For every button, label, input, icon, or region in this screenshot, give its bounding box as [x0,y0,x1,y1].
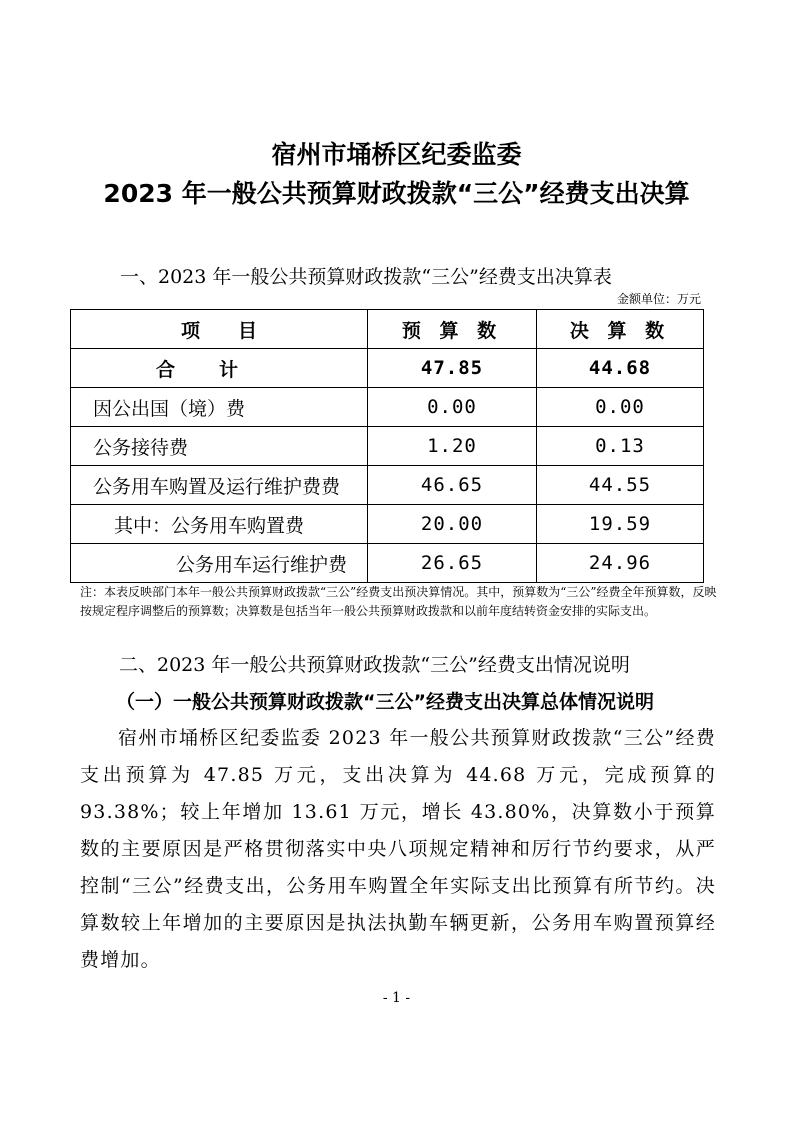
expense-table [70,309,704,583]
row-budget: 26.65 [368,544,537,583]
table-header-row [71,310,704,349]
body-paragraph: 宿州市埇桥区纪委监委 2023 年一般公共预算财政拨款“三公”经费支出预算为 47.85 万元，支出决算为 44.68 万元，完成预算的 93.38%；较上年增加 13.61 万元，增长 43.80%，决算数小于预算数的主要原因是严格贯彻落实中央八项规定精神和厉行节约要求，从严控制“三公”经费支出，公务用车购置全年实际支出比预算有所节约。决算数较上年增加的主要原因是执法执勤车辆更新，公务用车购置预算经费增加。 [80,727,716,971]
table-row [71,544,704,583]
total-budget: 47.85 [368,349,537,388]
header-item: 项 目 [71,310,368,349]
row-final: 44.55 [537,466,704,505]
table-row [71,388,704,427]
row-budget: 0.00 [368,388,537,427]
row-label: 公务用车运行维护费 [71,544,368,583]
header-final: 决 算 数 [537,310,704,349]
row-final: 19.59 [537,505,704,544]
section-heading-2: 二、2023 年一般公共预算财政拨款“三公”经费支出情况说明 [119,654,630,676]
section-heading: 一、2023 年一般公共预算财政拨款“三公”经费支出决算表 [120,266,612,288]
row-final: 0.13 [537,427,704,466]
page-number: - 1 - [382,990,411,1006]
total-label: 合计 [71,349,368,388]
table-row [71,466,704,505]
row-budget: 46.65 [368,466,537,505]
row-label: 公务接待费 [71,427,368,466]
table-note: 注：本表反映部门本年一般公共预算财政拨款“三公”经费支出预决算情况。其中，预算数为“三公”经费全年预算数，反映按规定程序调整后的预算数；决算数是包括当年一般公共预算财政拨款和以前年度结转资金安排的实际支出。 [80,585,717,618]
row-budget: 20.00 [368,505,537,544]
row-final: 0.00 [537,388,704,427]
row-final: 24.96 [537,544,704,583]
row-label: 因公出国（境）费 [71,388,368,427]
row-budget: 1.20 [368,427,537,466]
unit-label: 金额单位：万元 [616,292,701,306]
total-final: 44.68 [537,349,704,388]
row-label: 其中：公务用车购置费 [71,505,368,544]
subsection-heading: （一）一般公共预算财政拨款“三公”经费支出决算总体情况说明 [116,691,654,713]
document-subtitle: 2023 年一般公共预算财政拨款“三公”经费支出决算 [103,179,690,208]
row-label: 公务用车购置及运行维护费费 [71,466,368,505]
document-title: 宿州市埇桥区纪委监委 [271,140,522,169]
table-row [71,505,704,544]
header-budget: 预 算 数 [368,310,537,349]
table-row [71,427,704,466]
table-total-row [71,349,704,388]
